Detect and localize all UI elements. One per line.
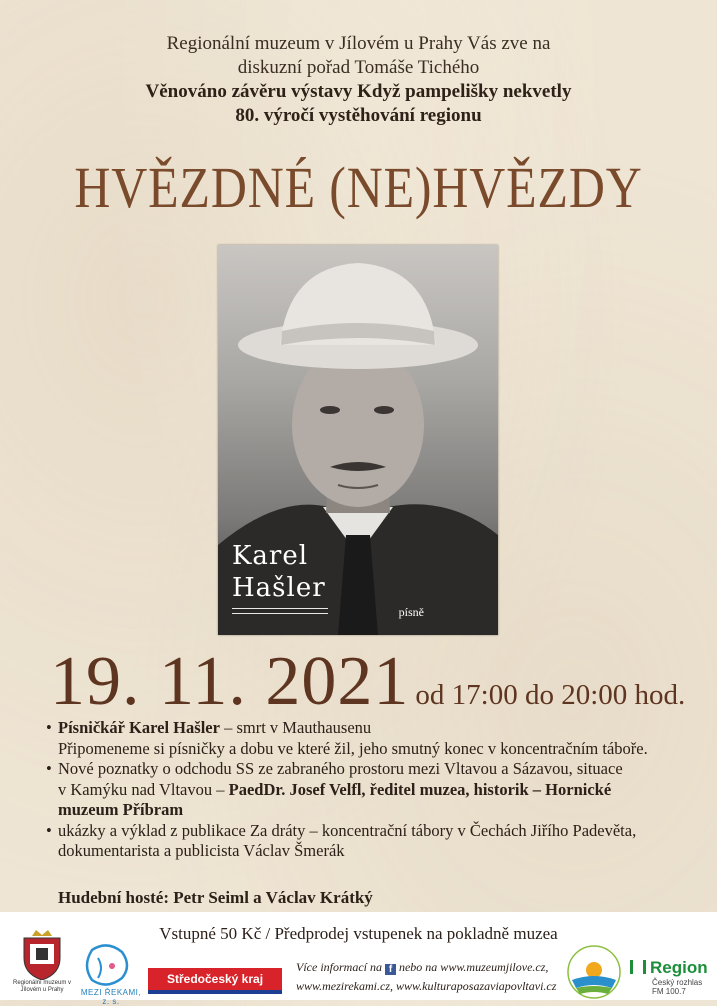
program-item-2-line2-pre: v Kamýku nad Vltavou – [58, 779, 229, 799]
intro-line-2: diskuzní pořad Tomáše Tichého [237, 57, 480, 78]
book-cover-photo [218, 245, 498, 635]
info-websites-2: www.mezirekami.cz, www.kulturaposazaviapovltavi.cz [296, 979, 557, 993]
program-item-2-line1: Nové poznatky o odchodu SS ze zabraného prostoru mezi Vltavou a Sázavou, situace [58, 759, 623, 778]
intro-block [0, 32, 717, 128]
program-item-3-line1: ukázky a výklad z publikace Za dráty – koncentrační tábory v Čechách Jiřího Padevěta, [58, 820, 637, 840]
event-title: HVĚZDNÉ (NE)HVĚZDY [74, 155, 643, 220]
program-list [46, 718, 686, 862]
stredocesky-kraj-logo: Středočeský kraj [148, 968, 282, 990]
program-item-1-title: Písničkář Karel Hašler [58, 718, 220, 737]
book-subtitle: písně [398, 605, 424, 619]
radio-name-text: Region [650, 958, 708, 977]
program-item-2-line3: muzeum Příbram [58, 800, 184, 819]
facebook-icon: f [385, 964, 396, 975]
event-date: 19. 11. 2021 [50, 643, 410, 720]
entry-fee: Vstupné 50 Kč / Předprodej vstupenek na pokladně muzea [159, 924, 558, 943]
more-info-text [296, 958, 566, 996]
program-item-1-line2: Připomeneme si písničky a dobu ve které žil, jeho smutný konec v koncentračním táboře. [58, 738, 648, 758]
kultura-posazavi-logo-icon [566, 944, 622, 1000]
mezi-rekami-logo-icon [82, 944, 132, 988]
intro-line-1: Regionální muzeum v Jílovém u Prahy Vás zve na [166, 33, 551, 54]
list-item [46, 821, 686, 862]
radio-wave-icon [630, 960, 646, 974]
book-rule [232, 613, 328, 614]
program-item-3-line2: dokumentarista a publicista Václav Šmerák [58, 841, 345, 860]
book-author-first-name: Karel [232, 541, 309, 571]
event-time: od 17:00 do 20:00 hod. [415, 679, 686, 711]
music-guests: Hudební hosté: Petr Seiml a Václav Krátký [58, 888, 373, 907]
mezi-rekami-label: MEZI ŘEKAMI, z. s. [80, 988, 142, 1006]
program-item-1-rest: – smrt v Mauthausenu [219, 718, 372, 737]
book-author-last-name: Hašler [232, 573, 326, 603]
intro-line-3: Věnováno závěru výstavy Když pampelišky nekvetly [145, 81, 572, 102]
museum-crest-icon [20, 930, 64, 980]
stredocesky-kraj-stripe [148, 990, 282, 994]
program-item-2-speaker: PaedDr. Josef Velfl, ředitel muzea, historik – Hornické [228, 779, 612, 799]
list-item [46, 759, 686, 821]
list-item [46, 718, 686, 759]
radio-name [630, 958, 710, 978]
museum-crest-label: Regionální muzeum v Jílovém u Prahy [12, 980, 72, 993]
cesky-rozhlas-region-logo [630, 958, 710, 996]
info-prefix: Více informací na [296, 960, 385, 974]
event-date-row [50, 642, 710, 722]
radio-sub-2: FM 100.7 [652, 987, 686, 996]
radio-sub-1: Český rozhlas [652, 978, 703, 987]
intro-line-4: 80. výročí vystěhování regionu [235, 105, 482, 126]
info-website-1: nebo na www.muzeumjilove.cz, [395, 960, 549, 974]
book-rule [232, 608, 328, 609]
